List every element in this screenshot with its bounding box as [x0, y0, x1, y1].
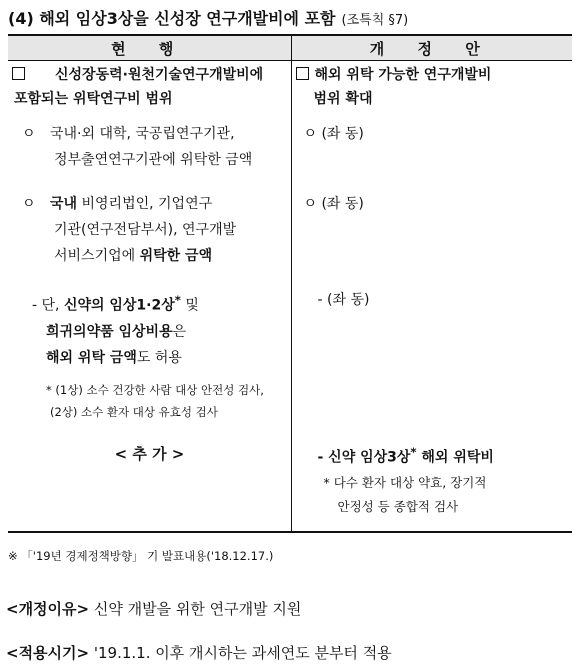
proposed-note-line1: * 다수 환자 대상 약효, 장기적 — [323, 475, 487, 490]
proposed-column — [291, 61, 572, 533]
current-sub-line3-post: 도 허용 — [136, 349, 182, 366]
section-title — [8, 6, 408, 29]
current-heading-line1: 신성장동력·원천기술연구개발비에 — [55, 67, 264, 83]
current-sub-pre: - 단, — [32, 297, 64, 314]
application-timing-text: '19.1.1. 이후 개시하는 과세연도 분부터 적용 — [89, 644, 392, 662]
header-current: 현 행 — [8, 35, 291, 61]
current-sub-line2-post: 은 — [172, 323, 187, 340]
current-item1-line1: 국내·외 대학, 국공립연구기관, — [49, 126, 235, 142]
current-note-line1: * (1상) 소수 건강한 사람 대상 안전성 검사, — [46, 383, 264, 397]
footnote-star: * — [410, 445, 417, 459]
revision-reason — [6, 598, 301, 619]
comparison-table — [8, 34, 572, 533]
current-box-heading — [12, 63, 290, 111]
current-item2-line1: 비영리법인, 기업연구 — [77, 196, 213, 212]
proposed-new-item-post: 해외 위탁비 — [416, 449, 494, 466]
proposed-new-item — [318, 439, 570, 471]
revision-reason-text: 신약 개발을 위한 연구개발 지원 — [89, 600, 302, 618]
proposed-subitem: - (좌 동) — [317, 292, 370, 308]
section-title-text: (4) 해외 임상3상을 신성장 연구개발비에 포함 — [8, 9, 336, 28]
current-item2-line2: 기관(연구전담부서), 연구개발 — [54, 222, 237, 238]
section-reference: (조특칙 §7) — [341, 13, 409, 28]
current-subitem — [32, 287, 290, 371]
current-item1 — [22, 121, 290, 173]
current-column — [8, 61, 291, 533]
current-note-line2: (2상) 소수 환자 대상 유효성 검사 — [50, 405, 218, 419]
current-sub-line3-bold: 해외 위탁 금액 — [46, 349, 137, 366]
proposed-item1: ㅇ (좌 동) — [303, 126, 364, 142]
source-footnote: ※ 「'19년 경제정책방향」 기 발표내용('18.12.17.) — [8, 549, 274, 563]
proposed-item2: ㅇ (좌 동) — [303, 196, 364, 212]
bullet-circle-icon: ㅇ — [22, 126, 36, 142]
application-timing-label: <적용시기> — [6, 644, 90, 662]
current-heading-line2: 포함되는 위탁연구비 범위 — [14, 91, 173, 107]
bullet-circle-icon: ㅇ — [22, 196, 36, 212]
revision-reason-label: <개정이유> — [6, 600, 90, 618]
header-proposed: 개 정 안 — [291, 35, 572, 61]
current-item1-line2: 정부출연연구기관에 위탁한 금액 — [54, 152, 253, 168]
application-timing — [6, 642, 392, 663]
current-item2 — [22, 191, 290, 269]
current-sub-bold: 신약의 임상1·2상 — [63, 297, 175, 314]
footnote-star: * — [174, 293, 181, 307]
proposed-heading-line1: 해외 위탁 가능한 연구개발비 — [314, 67, 492, 83]
current-sub-line2-bold: 희귀의약품 임상비용 — [46, 323, 173, 340]
current-note — [46, 379, 290, 423]
checkbox-square-icon — [12, 67, 25, 80]
proposed-note-line2: 안정성 등 종합적 검사 — [337, 499, 459, 514]
proposed-box-heading — [296, 63, 570, 111]
proposed-note — [324, 471, 570, 519]
proposed-new-item-pre: - 신약 임상3상 — [317, 449, 411, 466]
current-item2-bold: 국내 — [49, 196, 78, 212]
added-marker: < 추 가 > — [114, 445, 185, 463]
proposed-heading-line2: 범위 확대 — [313, 91, 373, 107]
current-sub-post: 및 — [180, 297, 199, 314]
current-item2-line3: 서비스기업에 — [54, 248, 140, 264]
current-item2-line3-bold: 위탁한 금액 — [139, 248, 213, 264]
checkbox-square-icon — [296, 67, 309, 80]
